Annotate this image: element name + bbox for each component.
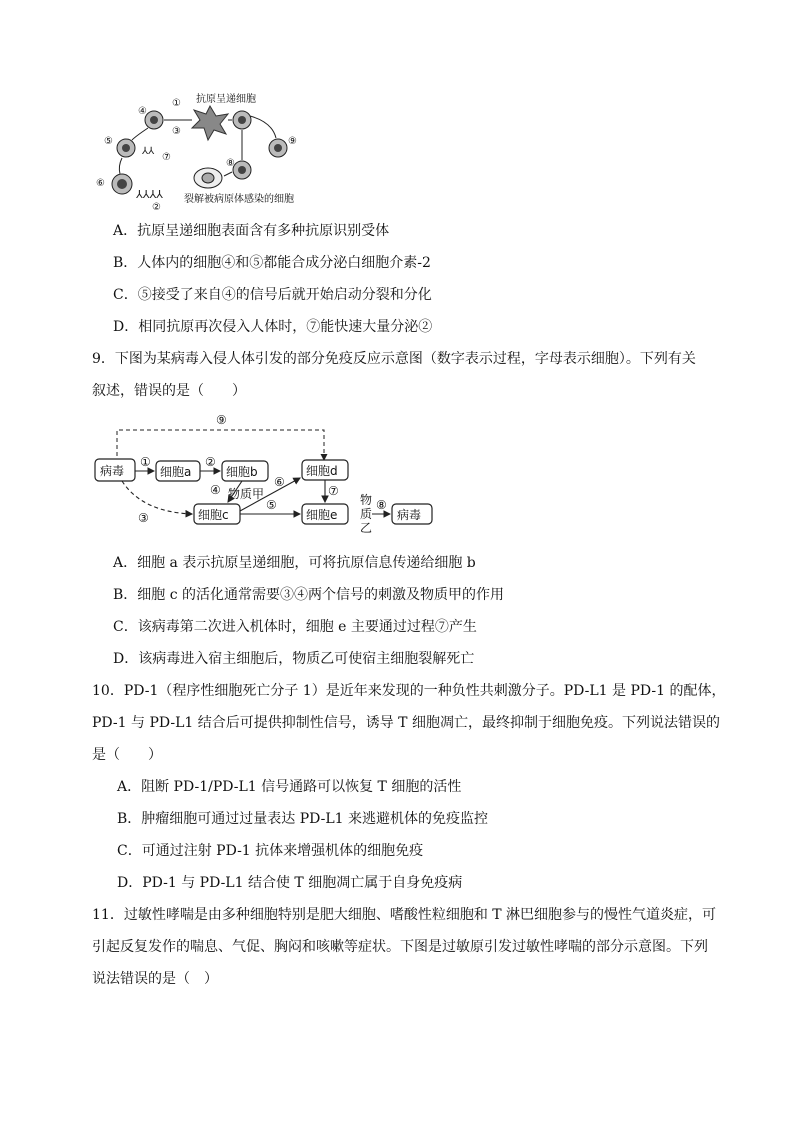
q8-infected-cell: [194, 168, 222, 188]
q11-stem-line1: 11．过敏性哮喘是由多种细胞特别是肥大细胞、嗜酸性粒细胞和 T 淋巴细胞参与的慢性气道炎症，可: [92, 907, 717, 923]
q8-cell-9: [269, 139, 287, 157]
q8-marker-3: ③: [172, 126, 181, 137]
q8-marker-6: ⑥: [96, 178, 105, 189]
q8-option-c: C．⑤接受了来自④的信号后就开始启动分裂和分化: [113, 287, 432, 303]
q8-antibodies: [136, 146, 163, 201]
q9-box-cell-a: [156, 461, 200, 481]
q9-option-a: A．细胞 a 表示抗原呈递细胞，可将抗原信息传递给细胞 b: [113, 555, 476, 571]
q9-box-cell-c-text: 细胞c: [198, 508, 229, 522]
q8-cell-right: [233, 111, 251, 129]
q8-cell-6: [112, 174, 132, 194]
q10-option-d: D．PD-1 与 PD-L1 结合使 T 细胞凋亡属于自身免疫病: [117, 875, 463, 891]
q11-stem-line2: 引起反复发作的喘息、气促、胸闷和咳嗽等症状。下图是过敏原引发过敏性哮喘的部分示意图。下列: [92, 939, 708, 955]
q9-label-6: ⑥: [274, 475, 285, 489]
q9-label-1: ①: [140, 455, 151, 469]
q8-option-d: D．相同抗原再次侵入人体时，⑦能快速大量分泌②: [113, 319, 433, 335]
svg-text:⅄⅄: ⅄⅄: [142, 146, 155, 157]
q10-stem-line1: 10．PD-1（程序性细胞死亡分子 1）是近年来发现的一种负性共刺激分子。PD-L1 是 PD-1 的配体，: [92, 683, 726, 699]
q8-marker-2: ②: [152, 202, 161, 212]
q8-apc-cell: [192, 106, 228, 140]
q8-immune-cell-figure: [92, 92, 312, 212]
q10-option-b: B．肿瘤细胞可通过过量表达 PD-L1 来逃避机体的免疫监控: [117, 811, 489, 827]
q9-label-5: ⑤: [266, 498, 277, 512]
q9-box-cell-a-text: 细胞a: [160, 465, 192, 479]
q8-option-a: A．抗原呈递细胞表面含有多种抗原识别受体: [113, 223, 390, 239]
q8-marker-8: ⑧: [226, 158, 235, 169]
q9-box-cell-b-text: 细胞b: [226, 465, 258, 479]
q8-bottom-label: 裂解被病原体感染的细胞: [184, 194, 294, 205]
q8-marker-5: ⑤: [104, 136, 113, 147]
q10-option-a: A．阻断 PD-1/PD-L1 信号通路可以恢复 T 细胞的活性: [117, 779, 462, 795]
q9-label-4: ④: [210, 483, 221, 497]
q9-box-cell-d: [302, 460, 348, 480]
q9-label-8: ⑧: [376, 498, 387, 512]
q10-stem-line2: PD-1 与 PD-L1 结合后可提供抑制性信号，诱导 T 细胞凋亡，最终抑制于细胞免疫。下列说法错误的: [92, 715, 720, 731]
q9-box-virus-text: 病毒: [100, 464, 125, 478]
q8-apc-label: 抗原呈递细胞: [196, 94, 256, 105]
q9-label-2: ②: [205, 455, 216, 469]
q8-marker-7: ⑦: [162, 152, 171, 163]
q9-box-cell-e: [302, 504, 348, 524]
q9-box-cell-d-text: 细胞d: [306, 464, 338, 478]
q9-label-7: ⑦: [328, 484, 339, 498]
q9-box-virus-end: [392, 504, 432, 524]
q11-stem-line3: 说法错误的是（ ）: [92, 971, 218, 987]
q9-substance-b-2: 质: [360, 507, 373, 521]
q9-box-cell-b: [222, 461, 268, 481]
q9-option-b: B．细胞 c 的活化通常需要③④两个信号的刺激及物质甲的作用: [113, 587, 505, 603]
q9-substance-b-3: 乙: [360, 521, 373, 533]
q9-stem-line1: 9．下图为某病毒入侵人体引发的部分免疫反应示意图（数字表示过程，字母表示细胞）。下列有关: [92, 351, 696, 367]
q9-flow-diagram: [92, 408, 442, 533]
q9-box-cell-e-text: 细胞e: [306, 508, 338, 522]
q9-option-c: C．该病毒第二次进入机体时，细胞 e 主要通过过程⑦产生: [113, 619, 477, 635]
q9-stem-line2: 叙述，错误的是（ ）: [92, 383, 246, 399]
q9-box-virus-end-text: 病毒: [397, 508, 422, 522]
q8-option-b: B．人体内的细胞④和⑤都能合成分泌白细胞介素-2: [113, 255, 431, 271]
svg-text:⅄⅄⅄⅄: ⅄⅄⅄⅄: [136, 188, 163, 201]
q9-label-9: ⑨: [216, 413, 227, 427]
q9-box-cell-c: [194, 504, 240, 524]
q9-substance-a: 物质甲: [228, 487, 265, 501]
q8-cell-5: [117, 139, 135, 157]
q8-cell-4: [145, 111, 163, 129]
q9-option-d: D．该病毒进入宿主细胞后，物质乙可使宿主细胞裂解死亡: [113, 651, 475, 667]
q9-substance-b-1: 物: [360, 493, 373, 507]
q8-marker-4: ④: [138, 106, 147, 117]
q8-marker-1: ①: [172, 98, 181, 109]
q10-option-c: C．可通过注射 PD-1 抗体来增强机体的细胞免疫: [117, 843, 424, 859]
q8-marker-9: ⑨: [288, 136, 297, 147]
q10-stem-line3: 是（ ）: [92, 747, 162, 763]
q9-label-3: ③: [138, 511, 149, 525]
q8-cell-8: [233, 161, 251, 179]
q9-box-virus: [95, 459, 135, 481]
